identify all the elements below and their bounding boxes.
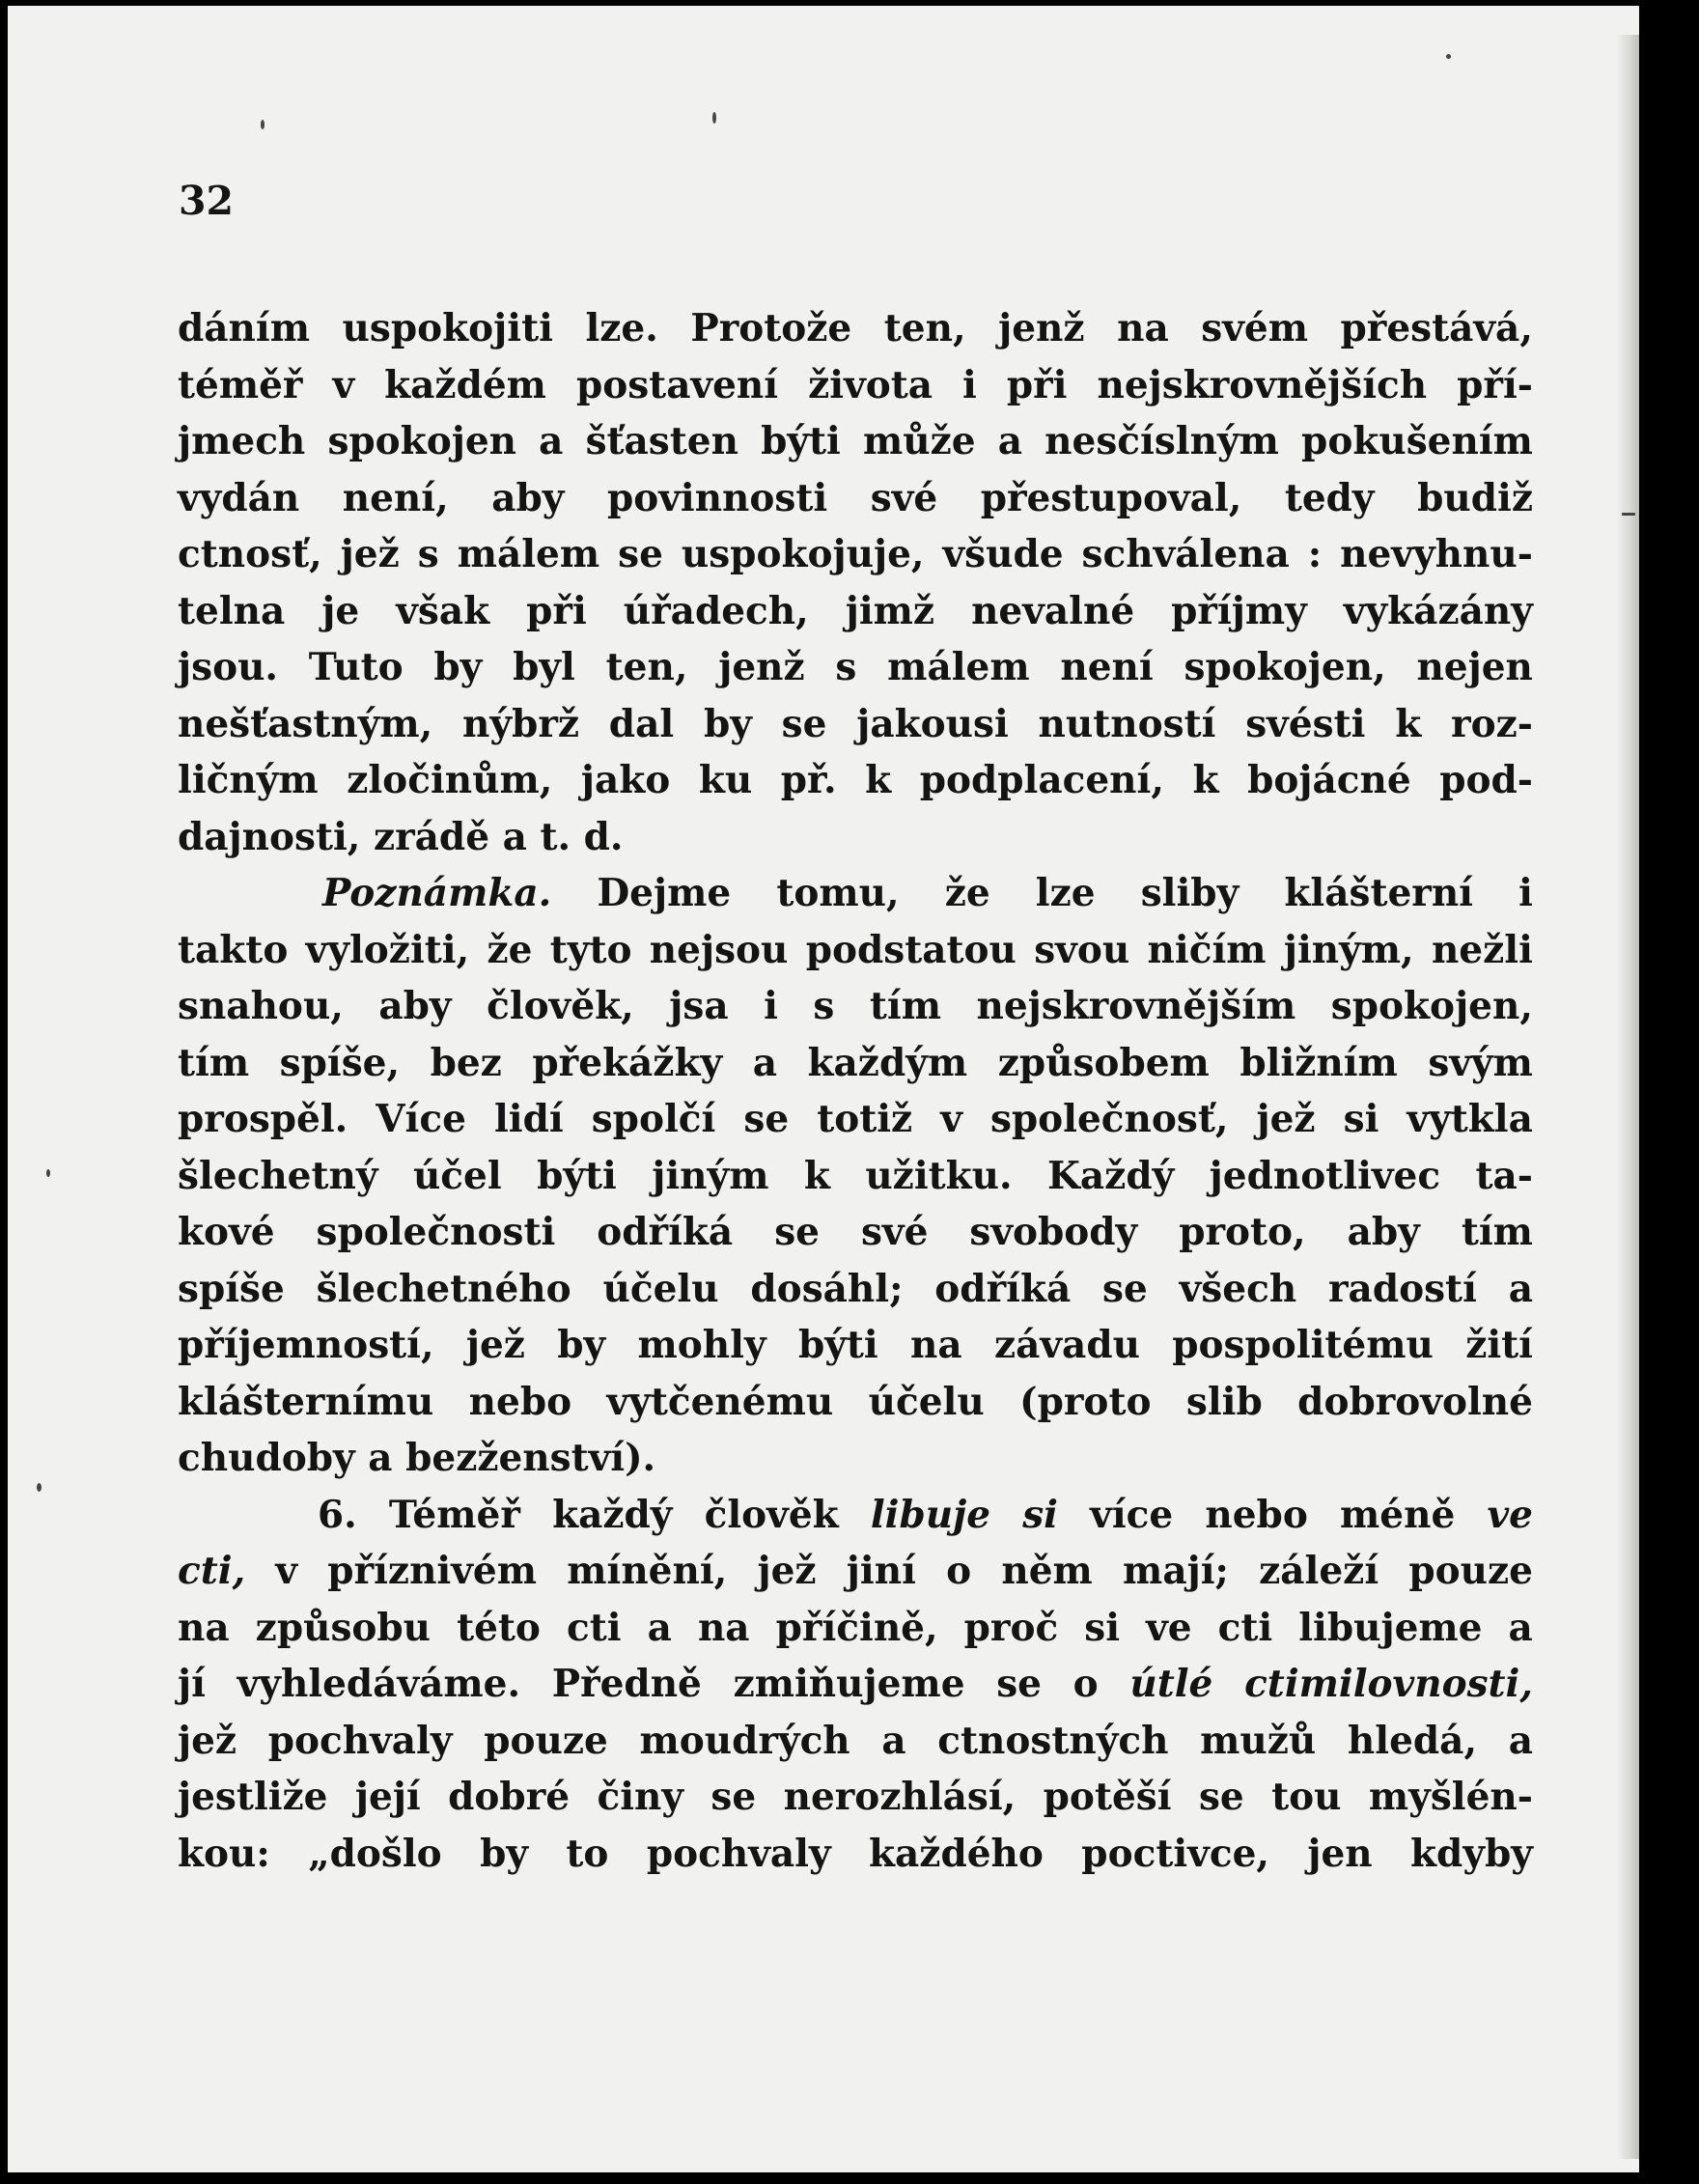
word: by bbox=[433, 645, 483, 689]
word: jakousi bbox=[856, 701, 1009, 746]
word: poctivce, bbox=[1081, 1831, 1269, 1876]
word: mohly bbox=[637, 1323, 766, 1367]
word: moudrých bbox=[639, 1718, 850, 1763]
text-line bbox=[178, 1656, 1533, 1713]
word: jsou. bbox=[178, 645, 279, 689]
word: proto, bbox=[1179, 1210, 1306, 1254]
word: všech bbox=[1179, 1266, 1297, 1311]
text-line bbox=[178, 1374, 1533, 1431]
word: jednotlivec bbox=[1209, 1153, 1441, 1198]
word: se bbox=[781, 701, 827, 746]
word: šlechetného bbox=[316, 1266, 571, 1311]
word: zločinům, bbox=[347, 758, 553, 802]
word: tím bbox=[1461, 1210, 1533, 1254]
word: Dejme bbox=[597, 871, 732, 915]
book-page bbox=[8, 6, 1639, 2172]
word-italic: libuje bbox=[870, 1492, 991, 1537]
body-text bbox=[178, 300, 1533, 1882]
word: zmiňujeme bbox=[733, 1662, 965, 1706]
word: slib bbox=[1185, 1379, 1263, 1424]
text-line bbox=[178, 1826, 1533, 1883]
text-line bbox=[178, 470, 1533, 527]
word: není, bbox=[342, 475, 449, 520]
word: pospolitému bbox=[1172, 1323, 1434, 1367]
word: totiž bbox=[817, 1097, 913, 1141]
word: každém bbox=[384, 362, 546, 407]
word: každý bbox=[552, 1492, 673, 1537]
word: se bbox=[1198, 1775, 1244, 1819]
word: bezženství). bbox=[405, 1436, 656, 1480]
text-line bbox=[178, 526, 1533, 583]
word: užitku. bbox=[865, 1153, 1013, 1198]
word: je bbox=[321, 588, 360, 633]
word: odříká bbox=[934, 1266, 1072, 1311]
word: i bbox=[962, 362, 977, 407]
text-line bbox=[178, 639, 1533, 696]
word: „došlo bbox=[308, 1831, 442, 1876]
word: se bbox=[710, 1775, 757, 1819]
word: býti bbox=[537, 1153, 617, 1198]
word: jež bbox=[757, 1549, 817, 1593]
word: nebo bbox=[468, 1379, 572, 1424]
word: spolčí bbox=[591, 1097, 716, 1141]
text-line bbox=[178, 357, 1533, 414]
word: by bbox=[557, 1323, 606, 1367]
word: bojácné bbox=[1247, 758, 1411, 802]
word: vyhledáváme. bbox=[237, 1662, 521, 1706]
word: Více bbox=[376, 1097, 466, 1141]
word: ta- bbox=[1475, 1153, 1533, 1198]
word: mají; bbox=[1123, 1549, 1229, 1593]
word: není bbox=[1060, 645, 1154, 689]
word: k bbox=[865, 758, 892, 802]
text-line bbox=[178, 752, 1533, 809]
word: se bbox=[618, 532, 663, 576]
text-line bbox=[178, 978, 1533, 1035]
word: žití bbox=[1465, 1323, 1533, 1367]
word: mužů bbox=[1200, 1718, 1317, 1763]
word: ctnosť, bbox=[178, 532, 322, 576]
text-line bbox=[178, 413, 1533, 470]
word: na bbox=[910, 1323, 962, 1367]
word: aby bbox=[378, 984, 452, 1028]
word: tím bbox=[869, 984, 941, 1028]
word: člověk, bbox=[487, 984, 634, 1028]
word: i bbox=[1518, 871, 1533, 915]
word: jako bbox=[580, 758, 671, 802]
word: jenž bbox=[718, 645, 805, 689]
word: spíše bbox=[178, 1266, 285, 1311]
text-line bbox=[178, 583, 1533, 640]
word: málem bbox=[457, 532, 600, 576]
word: uspokojuje, bbox=[681, 532, 925, 576]
word-italic: útlé bbox=[1129, 1662, 1213, 1706]
word: a bbox=[368, 1436, 393, 1480]
word: tyto bbox=[549, 927, 632, 972]
text-line bbox=[178, 922, 1533, 979]
word: Téměř bbox=[388, 1492, 520, 1537]
word: ničím bbox=[1147, 927, 1267, 972]
word: se bbox=[743, 1097, 790, 1141]
word: by bbox=[480, 1831, 529, 1876]
word: klášternímu bbox=[178, 1379, 434, 1424]
word: přestupoval, bbox=[980, 475, 1242, 520]
word: a bbox=[647, 1605, 672, 1650]
word: postavení bbox=[575, 362, 779, 407]
word: téměř bbox=[178, 362, 303, 407]
word: s bbox=[835, 645, 857, 689]
word: nešťastným, bbox=[178, 701, 433, 746]
word: podstatou bbox=[805, 927, 1017, 972]
word-italic: si bbox=[1022, 1492, 1058, 1537]
text-line bbox=[178, 1713, 1533, 1770]
scan-speck bbox=[712, 112, 716, 124]
text-line bbox=[178, 300, 1533, 357]
word: ve bbox=[1146, 1605, 1192, 1650]
word: jenž bbox=[998, 306, 1085, 350]
word: dal bbox=[608, 701, 675, 746]
word: aby bbox=[491, 475, 565, 520]
word: proč bbox=[963, 1605, 1059, 1650]
word: její bbox=[354, 1775, 421, 1819]
text-line bbox=[178, 865, 1533, 922]
word: na bbox=[178, 1605, 230, 1650]
word: Předně bbox=[551, 1662, 702, 1706]
word: o bbox=[946, 1549, 972, 1593]
word: však bbox=[396, 588, 490, 633]
word: nejen bbox=[1416, 645, 1533, 689]
word: kdyby bbox=[1410, 1831, 1533, 1876]
word: závadu bbox=[993, 1323, 1140, 1367]
word: potěší bbox=[1043, 1775, 1172, 1819]
word: dobré bbox=[448, 1775, 571, 1819]
word: člověk bbox=[704, 1492, 839, 1537]
word: a bbox=[1508, 1605, 1533, 1650]
word: hledá, bbox=[1347, 1718, 1478, 1763]
word: a bbox=[752, 1040, 777, 1085]
word: méně bbox=[1340, 1492, 1456, 1537]
word: nevalné bbox=[971, 588, 1135, 633]
word: příznivém bbox=[327, 1549, 537, 1593]
word: způsobu bbox=[255, 1605, 432, 1650]
word: lidí bbox=[493, 1097, 564, 1141]
word: jež bbox=[465, 1323, 525, 1367]
text-line bbox=[178, 1035, 1533, 1092]
word: d. bbox=[583, 814, 624, 859]
word: jež bbox=[340, 532, 400, 576]
word: této bbox=[457, 1605, 541, 1650]
word: prospěl. bbox=[178, 1097, 348, 1141]
word: Tuto bbox=[308, 645, 404, 689]
word: nevyhnu- bbox=[1340, 532, 1533, 576]
word: podplacení, bbox=[919, 758, 1164, 802]
word: v bbox=[332, 362, 355, 407]
word: bez bbox=[430, 1040, 502, 1085]
word: že bbox=[487, 927, 533, 972]
scan-speck bbox=[1446, 54, 1451, 59]
word: t. bbox=[540, 814, 571, 859]
word: takto bbox=[178, 927, 289, 972]
word: schválena bbox=[1081, 532, 1290, 576]
text-line bbox=[178, 1600, 1533, 1657]
text-line bbox=[178, 809, 1533, 866]
text-line bbox=[178, 1204, 1533, 1261]
word: účel bbox=[412, 1153, 502, 1198]
text-line bbox=[178, 696, 1533, 753]
word: vytkla bbox=[1407, 1097, 1533, 1141]
word: něm bbox=[1001, 1549, 1093, 1593]
word: vykázány bbox=[1343, 588, 1533, 633]
text-line bbox=[178, 1091, 1533, 1148]
word: Každý bbox=[1047, 1153, 1175, 1198]
word: dobrovolné bbox=[1297, 1379, 1533, 1424]
word: na bbox=[1117, 306, 1169, 350]
word: uspokojiti bbox=[342, 306, 553, 350]
word: všude bbox=[942, 532, 1064, 576]
word: nejskrovnějším bbox=[976, 984, 1296, 1028]
word: a bbox=[881, 1718, 906, 1763]
word: účelu bbox=[602, 1266, 719, 1311]
word: se bbox=[1102, 1266, 1148, 1311]
word: jimž bbox=[845, 588, 935, 633]
word: své bbox=[870, 475, 938, 520]
word: cti bbox=[1217, 1605, 1273, 1650]
word: jmech bbox=[178, 419, 306, 463]
word: kové bbox=[178, 1210, 275, 1254]
text-line bbox=[178, 1769, 1533, 1826]
word: tomu, bbox=[776, 871, 900, 915]
word: v bbox=[940, 1097, 962, 1141]
word: jí bbox=[178, 1662, 206, 1706]
word: pod- bbox=[1439, 758, 1533, 802]
word: zrádě bbox=[373, 814, 490, 859]
word: spíše, bbox=[279, 1040, 401, 1085]
word: tou bbox=[1271, 1775, 1342, 1819]
word: chudoby bbox=[178, 1436, 355, 1480]
word: vytčenému bbox=[606, 1379, 834, 1424]
word: může bbox=[863, 419, 976, 463]
word: jiným bbox=[652, 1153, 769, 1198]
word: a bbox=[539, 419, 564, 463]
word: býti bbox=[761, 419, 841, 463]
text-line bbox=[178, 1430, 1533, 1487]
page-edge-shadow bbox=[1616, 35, 1639, 2159]
word: šťasten bbox=[585, 419, 738, 463]
word: telna bbox=[178, 588, 286, 633]
word: způsobem bbox=[997, 1040, 1210, 1085]
word: př. bbox=[780, 758, 837, 802]
word: odříká bbox=[597, 1210, 734, 1254]
word: mínění, bbox=[567, 1549, 728, 1593]
text-line bbox=[178, 1261, 1533, 1318]
word: cti bbox=[567, 1605, 622, 1650]
word: úřadech, bbox=[623, 588, 809, 633]
paragraph-section-6 bbox=[178, 1487, 1533, 1883]
word: si bbox=[1343, 1097, 1379, 1141]
word: účelu bbox=[868, 1379, 985, 1424]
word: to bbox=[566, 1831, 609, 1876]
word: dosáhl; bbox=[750, 1266, 904, 1311]
word: tím bbox=[178, 1040, 250, 1085]
word: společnosti bbox=[316, 1210, 556, 1254]
word: každým bbox=[807, 1040, 968, 1085]
word: pochvaly bbox=[646, 1831, 831, 1876]
word: příčině, bbox=[775, 1605, 938, 1650]
word: pouze bbox=[484, 1718, 608, 1763]
word: svésti bbox=[1245, 701, 1366, 746]
word: (proto bbox=[1019, 1379, 1152, 1424]
word: klášterní bbox=[1284, 871, 1473, 915]
word: býti bbox=[797, 1323, 878, 1367]
word: roz- bbox=[1451, 701, 1533, 746]
word: se bbox=[774, 1210, 820, 1254]
word: svobody bbox=[969, 1210, 1138, 1254]
word: povinnosti bbox=[606, 475, 828, 520]
word: na bbox=[697, 1605, 750, 1650]
word: nerozhlásí, bbox=[783, 1775, 1017, 1819]
word: jiní bbox=[846, 1549, 916, 1593]
word: záleží bbox=[1259, 1549, 1379, 1593]
word: nesčíslným bbox=[1044, 419, 1279, 463]
word: a bbox=[502, 814, 527, 859]
word: radostí bbox=[1328, 1266, 1477, 1311]
text-line bbox=[178, 1148, 1533, 1205]
word: : bbox=[1307, 532, 1323, 576]
word: pouze bbox=[1408, 1549, 1533, 1593]
word: vydán bbox=[178, 475, 300, 520]
word: překážky bbox=[532, 1040, 723, 1085]
word: bližním bbox=[1239, 1040, 1398, 1085]
word: nežli bbox=[1431, 927, 1533, 972]
word: dáním bbox=[178, 306, 310, 350]
word: nejsou bbox=[649, 927, 789, 972]
word: společnosť, bbox=[989, 1097, 1229, 1141]
word: jestliže bbox=[178, 1775, 328, 1819]
word: budiž bbox=[1417, 475, 1533, 520]
text-line bbox=[178, 1487, 1533, 1544]
word: jež bbox=[178, 1718, 237, 1763]
word: k bbox=[1395, 701, 1422, 746]
word: přestává, bbox=[1340, 306, 1533, 350]
word: ku bbox=[698, 758, 753, 802]
word: tedy bbox=[1284, 475, 1375, 520]
word: nebo bbox=[1205, 1492, 1308, 1537]
word: málem bbox=[887, 645, 1030, 689]
word: a bbox=[1508, 1266, 1533, 1311]
word: Protože bbox=[690, 306, 852, 350]
word: při bbox=[526, 588, 587, 633]
word: libujeme bbox=[1298, 1605, 1483, 1650]
word: a bbox=[997, 419, 1023, 463]
word: pří- bbox=[1457, 362, 1533, 407]
word: spokojen, bbox=[1184, 645, 1386, 689]
word: každého bbox=[869, 1831, 1044, 1876]
text-line bbox=[178, 1543, 1533, 1600]
word: šlechetný bbox=[178, 1153, 378, 1198]
scan-speck bbox=[46, 1169, 50, 1177]
word: jež bbox=[1256, 1097, 1316, 1141]
word: svém bbox=[1201, 306, 1308, 350]
section-number: 6. bbox=[318, 1492, 357, 1537]
word: byl bbox=[513, 645, 575, 689]
word: s bbox=[417, 532, 439, 576]
word-italic: ctimilovnosti, bbox=[1244, 1662, 1533, 1706]
word: by bbox=[703, 701, 752, 746]
paragraph-continuation bbox=[178, 300, 1533, 865]
scan-speck bbox=[1622, 513, 1635, 516]
word: se bbox=[996, 1662, 1042, 1706]
scan-speck bbox=[261, 120, 265, 129]
word: jen bbox=[1307, 1831, 1373, 1876]
word: o bbox=[1072, 1662, 1099, 1706]
word: života bbox=[808, 362, 933, 407]
word-italic: cti, bbox=[178, 1549, 246, 1593]
word: jsa bbox=[669, 984, 729, 1028]
word: ličným bbox=[178, 758, 319, 802]
word-italic: ve bbox=[1487, 1492, 1533, 1537]
word: příjmy bbox=[1171, 588, 1307, 633]
word: ten, bbox=[605, 645, 688, 689]
word: činy bbox=[597, 1775, 684, 1819]
word: svou bbox=[1034, 927, 1130, 972]
note-label: Poznámka. bbox=[322, 871, 552, 915]
word: i bbox=[764, 984, 778, 1028]
word: lze. bbox=[585, 306, 658, 350]
word: více bbox=[1090, 1492, 1174, 1537]
word: nejskrovnějších bbox=[1097, 362, 1428, 407]
word: pochvaly bbox=[267, 1718, 453, 1763]
word: a bbox=[1508, 1718, 1533, 1763]
page-number: 32 bbox=[179, 178, 235, 224]
word: při bbox=[1006, 362, 1068, 407]
word: spokojen bbox=[327, 419, 516, 463]
word: pokušením bbox=[1301, 419, 1533, 463]
word: ten, bbox=[883, 306, 966, 350]
paragraph-note bbox=[178, 865, 1533, 1487]
word: svým bbox=[1428, 1040, 1533, 1085]
word: s bbox=[813, 984, 835, 1028]
scan-speck bbox=[37, 1483, 42, 1492]
word: že bbox=[944, 871, 990, 915]
word: lze bbox=[1035, 871, 1096, 915]
word: ctnostných bbox=[937, 1718, 1169, 1763]
word: k bbox=[803, 1153, 830, 1198]
word: spokojen, bbox=[1330, 984, 1533, 1028]
word: snahou, bbox=[178, 984, 344, 1028]
word: vyložiti, bbox=[305, 927, 470, 972]
word: nutností bbox=[1038, 701, 1216, 746]
word: nýbrž bbox=[462, 701, 580, 746]
word: příjemností, bbox=[178, 1323, 434, 1367]
word: v bbox=[275, 1549, 298, 1593]
word: si bbox=[1084, 1605, 1121, 1650]
text-line bbox=[178, 1317, 1533, 1374]
word: myšlén- bbox=[1368, 1775, 1533, 1819]
word: jiným, bbox=[1283, 927, 1414, 972]
word: kou: bbox=[178, 1831, 270, 1876]
word: dajnosti, bbox=[178, 814, 361, 859]
word: aby bbox=[1347, 1210, 1420, 1254]
word: sliby bbox=[1140, 871, 1239, 915]
word: k bbox=[1192, 758, 1219, 802]
word: své bbox=[860, 1210, 929, 1254]
